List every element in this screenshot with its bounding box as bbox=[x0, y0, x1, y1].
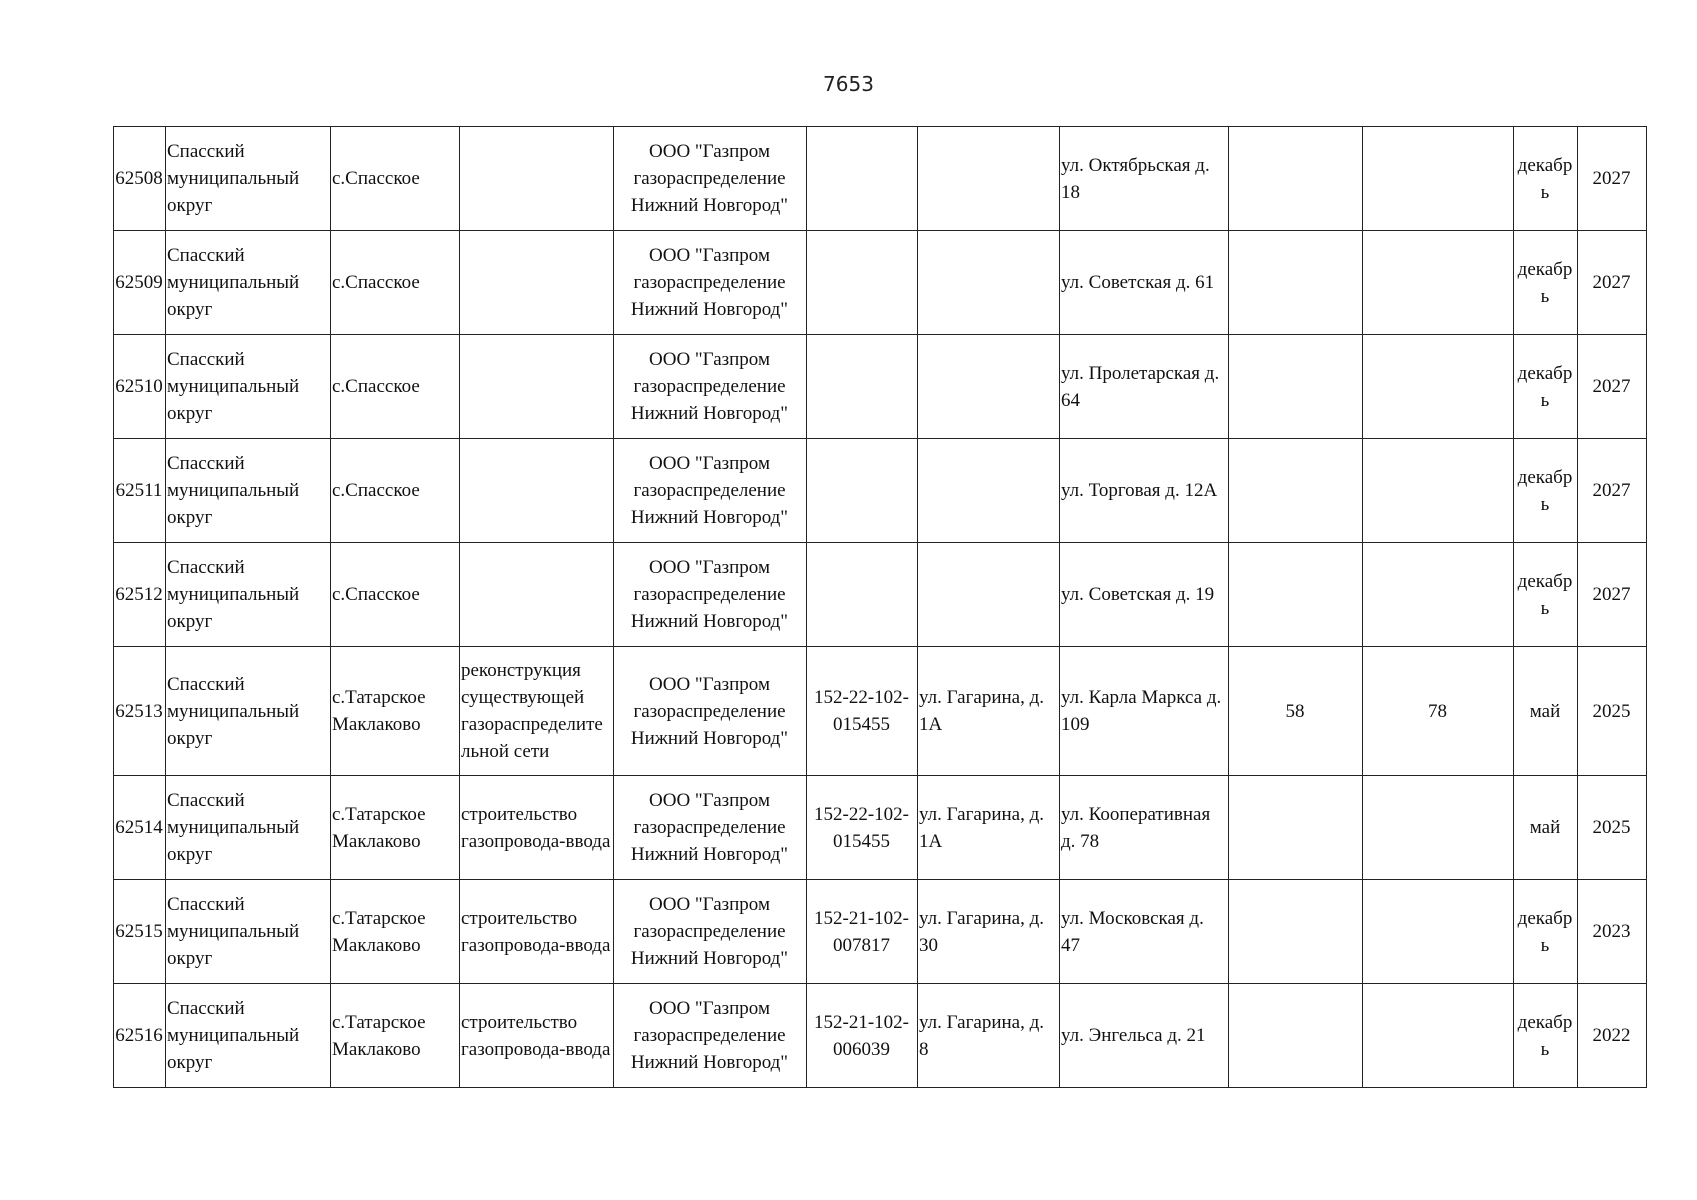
year-cell: 2027 bbox=[1578, 231, 1647, 335]
page-number: 7653 bbox=[823, 72, 874, 96]
source-address-cell: ул. Гагарина, д. 1А bbox=[918, 647, 1060, 776]
work-type-cell: реконструкция существующей газораспределительной сети bbox=[460, 647, 614, 776]
work-type-cell bbox=[460, 231, 614, 335]
object-address-cell: ул. Советская д. 61 bbox=[1060, 231, 1229, 335]
settlement-cell: с.Спасское bbox=[331, 439, 460, 543]
permit-number-cell: 152-21-102-006039 bbox=[807, 984, 918, 1088]
value-b-cell bbox=[1363, 439, 1514, 543]
permit-number-cell bbox=[807, 543, 918, 647]
row-number: 62513 bbox=[114, 647, 166, 776]
object-address-cell: ул. Советская д. 19 bbox=[1060, 543, 1229, 647]
year-cell: 2022 bbox=[1578, 984, 1647, 1088]
organization-cell: ООО "Газпром газораспределение Нижний Новгород" bbox=[614, 984, 807, 1088]
object-address-cell: ул. Кооперативная д. 78 bbox=[1060, 776, 1229, 880]
district-cell: Спасский муниципальный округ bbox=[166, 439, 331, 543]
district-cell: Спасский муниципальный округ bbox=[166, 231, 331, 335]
table-row bbox=[114, 776, 1647, 880]
source-address-cell bbox=[918, 127, 1060, 231]
value-b-cell: 78 bbox=[1363, 647, 1514, 776]
value-a-cell bbox=[1229, 776, 1363, 880]
permit-number-cell: 152-21-102-007817 bbox=[807, 880, 918, 984]
work-type-cell: строительство газопровода-ввода bbox=[460, 984, 614, 1088]
source-address-cell: ул. Гагарина, д. 1А bbox=[918, 776, 1060, 880]
month-cell: декабрь bbox=[1514, 543, 1578, 647]
row-number: 62512 bbox=[114, 543, 166, 647]
object-address-cell: ул. Энгельса д. 21 bbox=[1060, 984, 1229, 1088]
object-address-cell: ул. Карла Маркса д. 109 bbox=[1060, 647, 1229, 776]
month-cell: декабрь bbox=[1514, 127, 1578, 231]
district-cell: Спасский муниципальный округ bbox=[166, 335, 331, 439]
organization-cell: ООО "Газпром газораспределение Нижний Новгород" bbox=[614, 647, 807, 776]
settlement-cell: с.Спасское bbox=[331, 335, 460, 439]
work-type-cell bbox=[460, 439, 614, 543]
value-a-cell bbox=[1229, 439, 1363, 543]
work-type-cell bbox=[460, 543, 614, 647]
value-a-cell bbox=[1229, 984, 1363, 1088]
month-cell: декабрь bbox=[1514, 880, 1578, 984]
month-cell: май bbox=[1514, 647, 1578, 776]
work-type-cell bbox=[460, 127, 614, 231]
year-cell: 2027 bbox=[1578, 335, 1647, 439]
value-b-cell bbox=[1363, 335, 1514, 439]
year-cell: 2027 bbox=[1578, 543, 1647, 647]
settlement-cell: с.Спасское bbox=[331, 543, 460, 647]
settlement-cell: с.Татарское Маклаково bbox=[331, 647, 460, 776]
permit-number-cell bbox=[807, 335, 918, 439]
row-number: 62511 bbox=[114, 439, 166, 543]
source-address-cell: ул. Гагарина, д. 8 bbox=[918, 984, 1060, 1088]
row-number: 62515 bbox=[114, 880, 166, 984]
object-address-cell: ул. Пролетарская д. 64 bbox=[1060, 335, 1229, 439]
table-row bbox=[114, 127, 1647, 231]
value-b-cell bbox=[1363, 984, 1514, 1088]
organization-cell: ООО "Газпром газораспределение Нижний Новгород" bbox=[614, 127, 807, 231]
organization-cell: ООО "Газпром газораспределение Нижний Новгород" bbox=[614, 335, 807, 439]
value-b-cell bbox=[1363, 127, 1514, 231]
year-cell: 2025 bbox=[1578, 647, 1647, 776]
table-row bbox=[114, 231, 1647, 335]
table-row bbox=[114, 880, 1647, 984]
table-row bbox=[114, 543, 1647, 647]
object-address-cell: ул. Октябрьская д. 18 bbox=[1060, 127, 1229, 231]
value-a-cell bbox=[1229, 231, 1363, 335]
district-cell: Спасский муниципальный округ bbox=[166, 984, 331, 1088]
source-address-cell: ул. Гагарина, д. 30 bbox=[918, 880, 1060, 984]
row-number: 62508 bbox=[114, 127, 166, 231]
row-number: 62516 bbox=[114, 984, 166, 1088]
settlement-cell: с.Татарское Маклаково bbox=[331, 880, 460, 984]
value-a-cell bbox=[1229, 543, 1363, 647]
row-number: 62509 bbox=[114, 231, 166, 335]
organization-cell: ООО "Газпром газораспределение Нижний Новгород" bbox=[614, 439, 807, 543]
table-row bbox=[114, 439, 1647, 543]
value-a-cell bbox=[1229, 335, 1363, 439]
row-number: 62510 bbox=[114, 335, 166, 439]
district-cell: Спасский муниципальный округ bbox=[166, 880, 331, 984]
value-b-cell bbox=[1363, 231, 1514, 335]
year-cell: 2023 bbox=[1578, 880, 1647, 984]
work-type-cell bbox=[460, 335, 614, 439]
object-address-cell: ул. Московская д. 47 bbox=[1060, 880, 1229, 984]
source-address-cell bbox=[918, 231, 1060, 335]
table-row bbox=[114, 984, 1647, 1088]
month-cell: декабрь bbox=[1514, 335, 1578, 439]
permit-number-cell bbox=[807, 439, 918, 543]
district-cell: Спасский муниципальный округ bbox=[166, 776, 331, 880]
source-address-cell bbox=[918, 439, 1060, 543]
value-a-cell: 58 bbox=[1229, 647, 1363, 776]
year-cell: 2025 bbox=[1578, 776, 1647, 880]
organization-cell: ООО "Газпром газораспределение Нижний Новгород" bbox=[614, 543, 807, 647]
organization-cell: ООО "Газпром газораспределение Нижний Новгород" bbox=[614, 880, 807, 984]
permit-number-cell: 152-22-102-015455 bbox=[807, 776, 918, 880]
table-row bbox=[114, 335, 1647, 439]
source-address-cell bbox=[918, 543, 1060, 647]
gas-connection-table bbox=[113, 126, 1647, 1088]
value-b-cell bbox=[1363, 776, 1514, 880]
permit-number-cell: 152-22-102-015455 bbox=[807, 647, 918, 776]
work-type-cell: строительство газопровода-ввода bbox=[460, 776, 614, 880]
settlement-cell: с.Татарское Маклаково bbox=[331, 776, 460, 880]
object-address-cell: ул. Торговая д. 12А bbox=[1060, 439, 1229, 543]
settlement-cell: с.Спасское bbox=[331, 127, 460, 231]
month-cell: декабрь bbox=[1514, 231, 1578, 335]
district-cell: Спасский муниципальный округ bbox=[166, 647, 331, 776]
month-cell: декабрь bbox=[1514, 984, 1578, 1088]
table-row bbox=[114, 647, 1647, 776]
source-address-cell bbox=[918, 335, 1060, 439]
value-a-cell bbox=[1229, 880, 1363, 984]
organization-cell: ООО "Газпром газораспределение Нижний Новгород" bbox=[614, 776, 807, 880]
year-cell: 2027 bbox=[1578, 127, 1647, 231]
work-type-cell: строительство газопровода-ввода bbox=[460, 880, 614, 984]
permit-number-cell bbox=[807, 231, 918, 335]
organization-cell: ООО "Газпром газораспределение Нижний Новгород" bbox=[614, 231, 807, 335]
settlement-cell: с.Татарское Маклаково bbox=[331, 984, 460, 1088]
row-number: 62514 bbox=[114, 776, 166, 880]
permit-number-cell bbox=[807, 127, 918, 231]
month-cell: май bbox=[1514, 776, 1578, 880]
district-cell: Спасский муниципальный округ bbox=[166, 543, 331, 647]
settlement-cell: с.Спасское bbox=[331, 231, 460, 335]
value-b-cell bbox=[1363, 880, 1514, 984]
month-cell: декабрь bbox=[1514, 439, 1578, 543]
district-cell: Спасский муниципальный округ bbox=[166, 127, 331, 231]
year-cell: 2027 bbox=[1578, 439, 1647, 543]
value-b-cell bbox=[1363, 543, 1514, 647]
table-body bbox=[114, 127, 1647, 1088]
value-a-cell bbox=[1229, 127, 1363, 231]
